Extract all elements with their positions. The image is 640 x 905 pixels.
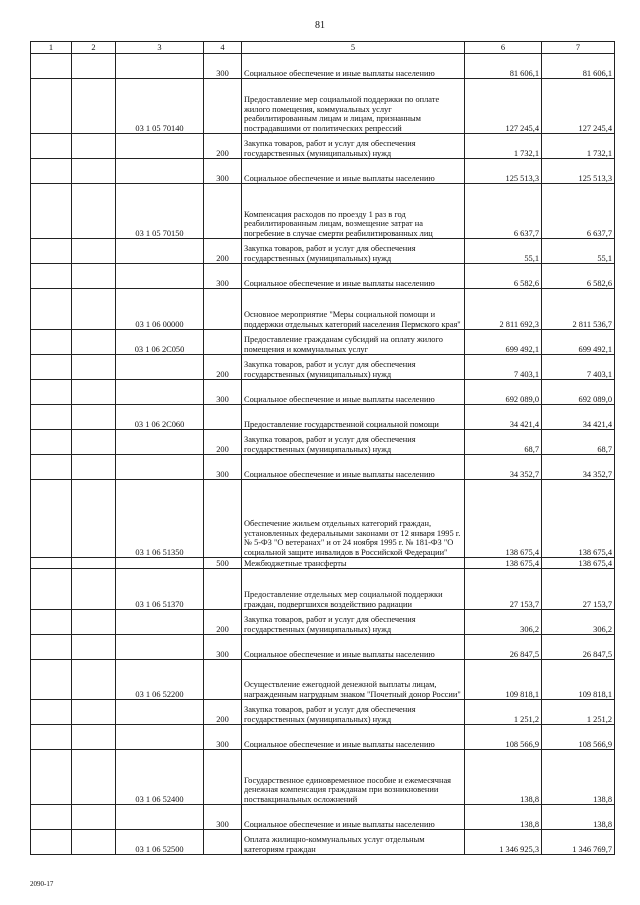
item-name-cell: Государственное единовременное пособие и ежемесячная денежная компенсация гражданам при возникновении поствакцинальных осложнений <box>242 750 465 805</box>
target-code-cell <box>116 635 204 660</box>
header-cell: 7 <box>542 42 615 54</box>
empty-cell <box>31 159 72 184</box>
empty-cell <box>31 184 72 239</box>
target-code-cell <box>116 558 204 569</box>
target-code-cell: 03 1 06 2С060 <box>116 405 204 430</box>
amount-col7-cell: 138 675,4 <box>542 480 615 558</box>
table-row <box>31 134 615 159</box>
amount-col6-cell: 699 492,1 <box>465 330 542 355</box>
amount-col6-cell: 1 251,2 <box>465 700 542 725</box>
amount-col7-cell: 81 606,1 <box>542 54 615 79</box>
empty-cell <box>72 558 116 569</box>
target-code-cell: 03 1 06 2С050 <box>116 330 204 355</box>
table-row <box>31 610 615 635</box>
empty-cell <box>72 380 116 405</box>
expense-type-cell <box>204 830 242 855</box>
amount-col7-cell: 109 818,1 <box>542 660 615 700</box>
table-row <box>31 430 615 455</box>
expense-type-cell <box>204 79 242 134</box>
empty-cell <box>72 700 116 725</box>
amount-col6-cell: 81 606,1 <box>465 54 542 79</box>
empty-cell <box>31 750 72 805</box>
amount-col7-cell: 55,1 <box>542 239 615 264</box>
amount-col6-cell: 6 582,6 <box>465 264 542 289</box>
target-code-cell <box>116 159 204 184</box>
empty-cell <box>72 79 116 134</box>
empty-cell <box>31 610 72 635</box>
expense-type-cell: 200 <box>204 134 242 159</box>
amount-col6-cell: 138 675,4 <box>465 558 542 569</box>
empty-cell <box>72 805 116 830</box>
empty-cell <box>31 455 72 480</box>
amount-col6-cell: 108 566,9 <box>465 725 542 750</box>
empty-cell <box>31 355 72 380</box>
item-name-cell: Предоставление государственной социальной помощи <box>242 405 465 430</box>
amount-col7-cell: 108 566,9 <box>542 725 615 750</box>
amount-col7-cell: 68,7 <box>542 430 615 455</box>
target-code-cell <box>116 239 204 264</box>
item-name-cell: Предоставление мер социальной поддержки по оплате жилого помещения, коммунальных услуг реабилитированным лицам и лицам, признанным пострадавшими от политических репрессий <box>242 79 465 134</box>
table-row <box>31 54 615 79</box>
amount-col7-cell: 1 251,2 <box>542 700 615 725</box>
table-row <box>31 264 615 289</box>
amount-col7-cell: 1 346 769,7 <box>542 830 615 855</box>
table-row <box>31 569 615 610</box>
item-name-cell: Закупка товаров, работ и услуг для обеспечения государственных (муниципальных) нужд <box>242 430 465 455</box>
amount-col7-cell: 1 732,1 <box>542 134 615 159</box>
target-code-cell <box>116 700 204 725</box>
target-code-cell <box>116 805 204 830</box>
expense-type-cell: 300 <box>204 455 242 480</box>
item-name-cell: Предоставление гражданам субсидий на оплату жилого помещения и коммунальных услуг <box>242 330 465 355</box>
expense-type-cell: 200 <box>204 700 242 725</box>
footer-code: 2090-17 <box>30 880 54 888</box>
empty-cell <box>72 725 116 750</box>
target-code-cell <box>116 134 204 159</box>
table-row <box>31 700 615 725</box>
table-row <box>31 635 615 660</box>
empty-cell <box>31 635 72 660</box>
empty-cell <box>31 289 72 330</box>
amount-col7-cell: 6 637,7 <box>542 184 615 239</box>
expense-type-cell: 200 <box>204 239 242 264</box>
empty-cell <box>72 184 116 239</box>
expense-type-cell <box>204 750 242 805</box>
table-row <box>31 750 615 805</box>
item-name-cell: Осуществление ежегодной денежной выплаты лицам, награжденным нагрудным знаком "Почетный донор России" <box>242 660 465 700</box>
item-name-cell: Социальное обеспечение и иные выплаты населению <box>242 159 465 184</box>
amount-col6-cell: 2 811 692,3 <box>465 289 542 330</box>
amount-col7-cell: 27 153,7 <box>542 569 615 610</box>
empty-cell <box>72 455 116 480</box>
expense-type-cell: 300 <box>204 380 242 405</box>
amount-col6-cell: 27 153,7 <box>465 569 542 610</box>
empty-cell <box>31 330 72 355</box>
empty-cell <box>31 134 72 159</box>
item-name-cell: Социальное обеспечение и иные выплаты населению <box>242 380 465 405</box>
amount-col6-cell: 109 818,1 <box>465 660 542 700</box>
item-name-cell: Закупка товаров, работ и услуг для обеспечения государственных (муниципальных) нужд <box>242 239 465 264</box>
item-name-cell: Основное мероприятие "Меры социальной помощи и поддержки отдельных категорий населения Пермского края" <box>242 289 465 330</box>
header-cell: 2 <box>72 42 116 54</box>
empty-cell <box>72 330 116 355</box>
empty-cell <box>31 700 72 725</box>
empty-cell <box>72 134 116 159</box>
target-code-cell: 03 1 06 52400 <box>116 750 204 805</box>
table-row <box>31 558 615 569</box>
table-row <box>31 79 615 134</box>
expense-type-cell: 500 <box>204 558 242 569</box>
amount-col7-cell: 138,8 <box>542 750 615 805</box>
header-cell: 3 <box>116 42 204 54</box>
table-row <box>31 184 615 239</box>
target-code-cell <box>116 264 204 289</box>
amount-col6-cell: 125 513,3 <box>465 159 542 184</box>
amount-col6-cell: 68,7 <box>465 430 542 455</box>
item-name-cell: Оплата жилищно-коммунальных услуг отдельным категориям граждан <box>242 830 465 855</box>
expense-type-cell: 200 <box>204 430 242 455</box>
empty-cell <box>31 239 72 264</box>
expense-type-cell <box>204 289 242 330</box>
empty-cell <box>31 79 72 134</box>
item-name-cell: Социальное обеспечение и иные выплаты населению <box>242 54 465 79</box>
empty-cell <box>31 405 72 430</box>
item-name-cell: Закупка товаров, работ и услуг для обеспечения государственных (муниципальных) нужд <box>242 700 465 725</box>
empty-cell <box>31 830 72 855</box>
empty-cell <box>72 610 116 635</box>
amount-col6-cell: 34 421,4 <box>465 405 542 430</box>
table-row <box>31 830 615 855</box>
header-cell: 6 <box>465 42 542 54</box>
table-body <box>31 54 615 855</box>
amount-col7-cell: 125 513,3 <box>542 159 615 184</box>
header-row <box>31 42 615 54</box>
empty-cell <box>31 264 72 289</box>
empty-cell <box>72 569 116 610</box>
amount-col6-cell: 306,2 <box>465 610 542 635</box>
empty-cell <box>72 480 116 558</box>
table-row <box>31 660 615 700</box>
expense-type-cell <box>204 660 242 700</box>
amount-col7-cell: 127 245,4 <box>542 79 615 134</box>
empty-cell <box>31 54 72 79</box>
amount-col6-cell: 138,8 <box>465 805 542 830</box>
empty-cell <box>31 725 72 750</box>
page-number: 81 <box>315 20 325 31</box>
item-name-cell: Социальное обеспечение и иные выплаты населению <box>242 455 465 480</box>
empty-cell <box>31 558 72 569</box>
empty-cell <box>31 480 72 558</box>
empty-cell <box>72 750 116 805</box>
expense-type-cell <box>204 405 242 430</box>
item-name-cell: Межбюджетные трансферты <box>242 558 465 569</box>
item-name-cell: Закупка товаров, работ и услуг для обеспечения государственных (муниципальных) нужд <box>242 355 465 380</box>
amount-col6-cell: 127 245,4 <box>465 79 542 134</box>
target-code-cell <box>116 380 204 405</box>
amount-col7-cell: 2 811 536,7 <box>542 289 615 330</box>
target-code-cell: 03 1 06 00000 <box>116 289 204 330</box>
target-code-cell: 03 1 06 52500 <box>116 830 204 855</box>
table-row <box>31 239 615 264</box>
target-code-cell <box>116 610 204 635</box>
target-code-cell <box>116 725 204 750</box>
amount-col7-cell: 138 675,4 <box>542 558 615 569</box>
amount-col6-cell: 6 637,7 <box>465 184 542 239</box>
expense-type-cell: 300 <box>204 725 242 750</box>
table-row <box>31 380 615 405</box>
empty-cell <box>72 430 116 455</box>
expense-type-cell: 300 <box>204 54 242 79</box>
amount-col7-cell: 6 582,6 <box>542 264 615 289</box>
amount-col6-cell: 138,8 <box>465 750 542 805</box>
expense-type-cell: 300 <box>204 635 242 660</box>
amount-col6-cell: 34 352,7 <box>465 455 542 480</box>
expense-type-cell: 200 <box>204 355 242 380</box>
amount-col6-cell: 26 847,5 <box>465 635 542 660</box>
header-cell: 4 <box>204 42 242 54</box>
expense-type-cell: 300 <box>204 805 242 830</box>
expense-type-cell <box>204 569 242 610</box>
target-code-cell <box>116 54 204 79</box>
target-code-cell: 03 1 06 52200 <box>116 660 204 700</box>
empty-cell <box>72 635 116 660</box>
expense-type-cell <box>204 480 242 558</box>
item-name-cell: Закупка товаров, работ и услуг для обеспечения государственных (муниципальных) нужд <box>242 610 465 635</box>
item-name-cell: Закупка товаров, работ и услуг для обеспечения государственных (муниципальных) нужд <box>242 134 465 159</box>
table-row <box>31 805 615 830</box>
item-name-cell: Компенсация расходов по проезду 1 раз в год реабилитированным лицам, возмещение затрат на погребение в случае смерти реабилитированных лиц <box>242 184 465 239</box>
item-name-cell: Обеспечение жильем отдельных категорий граждан, установленных федеральными законами от 12 января 1995 г. № 5-ФЗ "О ветеранах" и от 24 ноября 1995 г. № 181-ФЗ "О социальной защите инвалидов в Российской Федерации" <box>242 480 465 558</box>
expense-type-cell <box>204 330 242 355</box>
item-name-cell: Социальное обеспечение и иные выплаты населению <box>242 264 465 289</box>
target-code-cell: 03 1 05 70150 <box>116 184 204 239</box>
amount-col6-cell: 138 675,4 <box>465 480 542 558</box>
target-code-cell <box>116 355 204 380</box>
empty-cell <box>72 239 116 264</box>
table-row <box>31 355 615 380</box>
empty-cell <box>72 289 116 330</box>
budget-table <box>30 41 615 855</box>
amount-col7-cell: 34 352,7 <box>542 455 615 480</box>
target-code-cell <box>116 430 204 455</box>
amount-col7-cell: 692 089,0 <box>542 380 615 405</box>
amount-col7-cell: 7 403,1 <box>542 355 615 380</box>
item-name-cell: Социальное обеспечение и иные выплаты населению <box>242 725 465 750</box>
table-row <box>31 159 615 184</box>
empty-cell <box>72 660 116 700</box>
amount-col6-cell: 1 346 925,3 <box>465 830 542 855</box>
amount-col6-cell: 1 732,1 <box>465 134 542 159</box>
item-name-cell: Социальное обеспечение и иные выплаты населению <box>242 805 465 830</box>
empty-cell <box>72 54 116 79</box>
header-cell: 5 <box>242 42 465 54</box>
empty-cell <box>31 805 72 830</box>
item-name-cell: Предоставление отдельных мер социальной поддержки граждан, подвергшихся воздействию радиации <box>242 569 465 610</box>
empty-cell <box>72 159 116 184</box>
target-code-cell: 03 1 06 51350 <box>116 480 204 558</box>
empty-cell <box>72 405 116 430</box>
empty-cell <box>31 380 72 405</box>
amount-col7-cell: 699 492,1 <box>542 330 615 355</box>
item-name-cell: Социальное обеспечение и иные выплаты населению <box>242 635 465 660</box>
table-row <box>31 405 615 430</box>
target-code-cell: 03 1 06 51370 <box>116 569 204 610</box>
amount-col6-cell: 692 089,0 <box>465 380 542 405</box>
empty-cell <box>72 830 116 855</box>
amount-col7-cell: 26 847,5 <box>542 635 615 660</box>
table-row <box>31 455 615 480</box>
table-row <box>31 330 615 355</box>
expense-type-cell: 300 <box>204 159 242 184</box>
table-row <box>31 480 615 558</box>
expense-type-cell: 200 <box>204 610 242 635</box>
empty-cell <box>72 355 116 380</box>
amount-col6-cell: 55,1 <box>465 239 542 264</box>
target-code-cell: 03 1 05 70140 <box>116 79 204 134</box>
amount-col6-cell: 7 403,1 <box>465 355 542 380</box>
empty-cell <box>72 264 116 289</box>
expense-type-cell <box>204 184 242 239</box>
amount-col7-cell: 34 421,4 <box>542 405 615 430</box>
header-cell: 1 <box>31 42 72 54</box>
empty-cell <box>31 660 72 700</box>
amount-col7-cell: 306,2 <box>542 610 615 635</box>
table-row <box>31 725 615 750</box>
empty-cell <box>31 569 72 610</box>
empty-cell <box>31 430 72 455</box>
amount-col7-cell: 138,8 <box>542 805 615 830</box>
target-code-cell <box>116 455 204 480</box>
expense-type-cell: 300 <box>204 264 242 289</box>
table-row <box>31 289 615 330</box>
